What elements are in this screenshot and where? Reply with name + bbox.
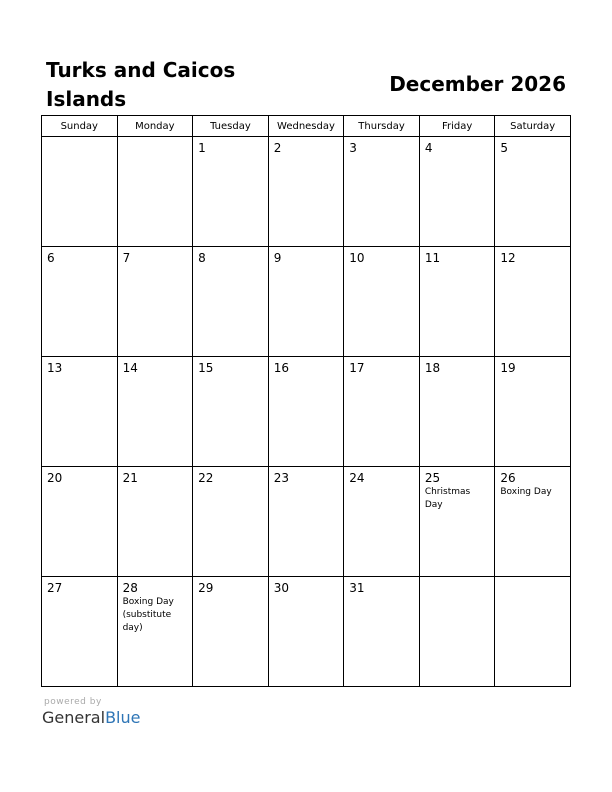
weekday-friday: Friday: [419, 116, 495, 137]
day-cell: [117, 137, 193, 247]
day-number: 10: [349, 251, 365, 265]
day-number: 25: [424, 471, 441, 485]
day-cell: [193, 137, 269, 247]
weekday-wednesday: Wednesday: [268, 116, 344, 137]
day-number: 30: [273, 581, 289, 595]
day-cell: [117, 247, 193, 357]
day-cell: [419, 247, 495, 357]
day-number: 27: [47, 581, 63, 595]
country-title: Turks and Caicos Islands: [46, 58, 236, 111]
day-number: 19: [500, 361, 516, 375]
day-number: 23: [273, 471, 289, 485]
day-cell: [495, 467, 571, 577]
day-number: 8: [198, 251, 206, 265]
day-cell: [419, 357, 495, 467]
day-number: 6: [47, 251, 55, 265]
day-number: 18: [424, 361, 441, 375]
day-cell: [495, 357, 571, 467]
day-cell: [193, 467, 269, 577]
day-number: 14: [122, 361, 138, 375]
day-number: 29: [198, 581, 214, 595]
day-cell: [117, 467, 193, 577]
weekday-sunday: Sunday: [42, 116, 118, 137]
weekday-header-row: [42, 116, 571, 137]
day-cell: [42, 137, 118, 247]
holiday-label: Christmas Day: [424, 487, 471, 510]
day-number: 28: [122, 581, 138, 595]
day-cell: [268, 357, 344, 467]
day-cell: [42, 357, 118, 467]
month-title: December 2026: [389, 72, 566, 96]
day-number: [42, 137, 117, 141]
day-number: 13: [47, 361, 63, 375]
day-cell: [42, 467, 118, 577]
day-number: 15: [198, 361, 214, 375]
day-number: 24: [349, 471, 365, 485]
day-cell: [42, 577, 118, 687]
week-row: [42, 467, 571, 577]
day-number: [118, 137, 193, 141]
day-number: 7: [122, 251, 131, 265]
day-number: 17: [349, 361, 365, 375]
day-number: [495, 577, 570, 581]
holiday-label: Boxing Day: [500, 487, 552, 497]
day-cell: [419, 467, 495, 577]
day-cell: [193, 247, 269, 357]
day-cell: [268, 467, 344, 577]
day-number: 2: [273, 141, 282, 155]
day-cell: [268, 137, 344, 247]
brand-name-general: General: [42, 708, 106, 727]
day-cell: [495, 247, 571, 357]
day-number: 20: [47, 471, 63, 485]
week-row: [42, 577, 571, 687]
day-number: 31: [349, 581, 365, 595]
day-number: 26: [500, 471, 516, 485]
week-row: [42, 137, 571, 247]
day-cell: [42, 247, 118, 357]
weekday-thursday: Thursday: [344, 116, 420, 137]
day-number: 3: [349, 141, 357, 155]
day-number: 11: [424, 251, 441, 265]
day-number: 9: [273, 251, 282, 265]
day-number: 22: [198, 471, 214, 485]
day-number: [420, 577, 495, 581]
day-cell: [117, 357, 193, 467]
generalblue-logo[interactable]: [42, 708, 140, 728]
day-cell: [419, 137, 495, 247]
day-cell: [193, 577, 269, 687]
day-cell: [193, 357, 269, 467]
day-number: 5: [500, 141, 509, 155]
day-number: 1: [198, 141, 206, 155]
day-number: 12: [500, 251, 516, 265]
weekday-saturday: Saturday: [495, 116, 571, 137]
day-cell: [344, 137, 420, 247]
holiday-label: Boxing Day (substitute day): [122, 597, 174, 633]
week-row: [42, 357, 571, 467]
day-cell: [344, 247, 420, 357]
weekday-tuesday: Tuesday: [193, 116, 269, 137]
powered-by-label: powered by: [44, 697, 102, 707]
day-cell: [268, 577, 344, 687]
day-cell: [344, 357, 420, 467]
day-number: 4: [424, 141, 433, 155]
day-number: 16: [273, 361, 289, 375]
day-cell: [419, 577, 495, 687]
day-cell: [344, 467, 420, 577]
day-cell: [495, 577, 571, 687]
calendar-grid: [41, 115, 571, 687]
day-number: 21: [122, 471, 138, 485]
day-cell: [344, 577, 420, 687]
weekday-monday: Monday: [117, 116, 193, 137]
week-row: [42, 247, 571, 357]
day-cell: [495, 137, 571, 247]
day-cell: [117, 577, 193, 687]
brand-name-blue: Blue: [105, 708, 141, 727]
day-cell: [268, 247, 344, 357]
